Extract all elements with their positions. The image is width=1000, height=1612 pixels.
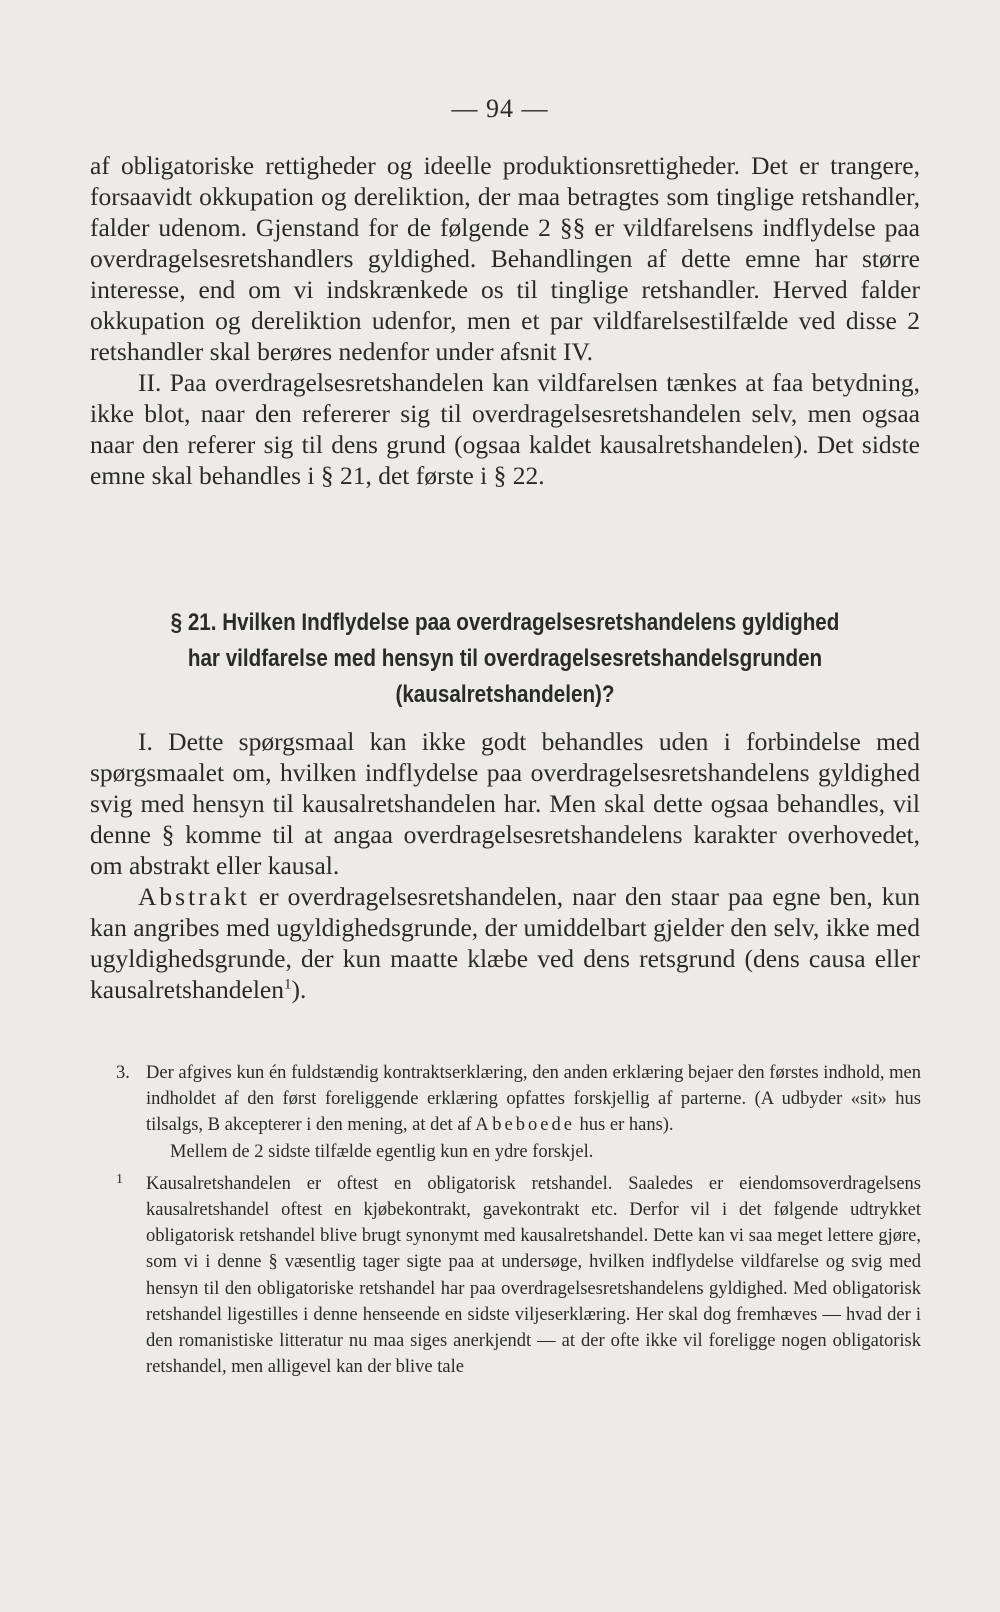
note-3-marker: 3. — [116, 1063, 130, 1083]
section-text — [90, 726, 920, 1005]
paragraph-4-end: ). — [291, 975, 307, 1004]
footnotes — [116, 1060, 921, 1380]
section-number: § 21. — [170, 609, 217, 636]
paragraph-4-text: er overdragelsesretshandelen, naar den staar paa egne ben, kun kan angribes med ugyldighedsgrunde, der umiddelbart gjelder den selv, ikke med ugyldighedsgrunde, der kun maatte klæbe ved dens retsgrund (dens causa eller kausalretshandelen — [90, 882, 920, 1004]
paragraph-4 — [90, 881, 920, 1005]
note-3-text-b: hus er hans). — [574, 1115, 674, 1136]
note-3-text — [146, 1060, 921, 1139]
note-3-text-a: Der afgives kun én fuldstændig kontraktserklæring, den anden erklæring bejaer den førstes indhold, men indholdet af den først foreliggende erklæring opfattes forskjellig af parterne. (A udbyder «sit» hus tilsalgs, B akcepterer i den mening, at det af A — [146, 1063, 921, 1136]
paragraph-1: af obligatoriske rettigheder og ideelle produktionsrettigheder. Det er trangere, forsaavidt okkupation og dereliktion, der maa betragtes som tinglige retshandler, falder udenom. Gjenstand for de følgende 2 §§ er vildfarelsens indflydelse paa overdragelsesretshandlers gyldighed. Behandlingen af dette emne har større interesse, end om vi indskrænkede os til tinglige retshandler. Herved falder okkupation og dereliktion udenfor, men et par vildfarelsestilfælde ved disse 2 retshandler skal berøres nedenfor under afsnit IV. — [90, 151, 920, 366]
heading-line-3: (kausalretshandelen)? — [395, 681, 615, 708]
heading-line-2: har vildfarelse med hensyn til overdragelsesretshandelsgrunden — [187, 645, 823, 672]
paragraph-3: I. Dette spørgsmaal kan ikke godt behandles uden i forbindelse med spørgsmaalet om, hvilken indflydelse paa overdragelsesretshandelens gyldighed svig med hensyn til kausalretshandelen har. Men skal dette ogsaa behandles, vil denne § komme til at angaa overdragelsesretshandelens karakter overhovedet, om abstrakt eller kausal. — [90, 727, 920, 880]
section-heading — [148, 605, 862, 713]
note-1-text: Kausalretshandelen er oftest en obligatorisk retshandel. Saaledes er eiendomsoverdragelsens kausalretshandel oftest en kjøbekontrakt, gavekontrakt etc. Derfor vil i det følgende udtrykket obligatorisk retshandel blive brugt synonymt med kausalretshandel. Dette kan vi saa meget lettere gjøre, som vi i denne § væsentlig tager sigte paa at undersøge, hvilken indflydelse vildfarelse og svig med hensyn til den obligatoriske retshandel har paa overdragelsesretshandelens gyldighed. Med obligatorisk retshandel ligestilles i denne henseende en sidste viljeserklæring. Her skal dog fremhæves — hvad der i den romanistiske litteratur nu maa siges anerkjendt — at der ofte ikke vil foreligge nogen obligatorisk retshandel, men alligevel kan der blive tale — [146, 1173, 921, 1378]
footnote-ref-1: 1 — [284, 976, 292, 993]
emphasis-abstrakt: Abstrakt — [138, 882, 250, 911]
paragraph-2: II. Paa overdragelsesretshandelen kan vildfarelsen tænkes at faa betydning, ikke blot, naar den refererer sig til overdragelsesretshandelen selv, men ogsaa naar den referer sig til dens grund (ogsaa kaldet kausalretshandelen). Det sidste emne skal behandles i § 21, det første i § 22. — [90, 368, 920, 490]
heading-title-1: Hvilken Indflydelse paa overdragelsesretshandelens gyldighed — [222, 609, 840, 636]
note-3-continuation: Mellem de 2 sidste tilfælde egentlig kun en ydre forskjel. — [170, 1141, 594, 1162]
note-3 — [116, 1060, 921, 1165]
note-1 — [116, 1171, 921, 1381]
note-3-emphasis: beboede — [492, 1115, 575, 1136]
heading-line-1 — [148, 605, 862, 641]
body-text — [90, 150, 920, 491]
page-number: — 94 — — [451, 94, 549, 123]
note-1-marker: 1 — [116, 1171, 123, 1187]
